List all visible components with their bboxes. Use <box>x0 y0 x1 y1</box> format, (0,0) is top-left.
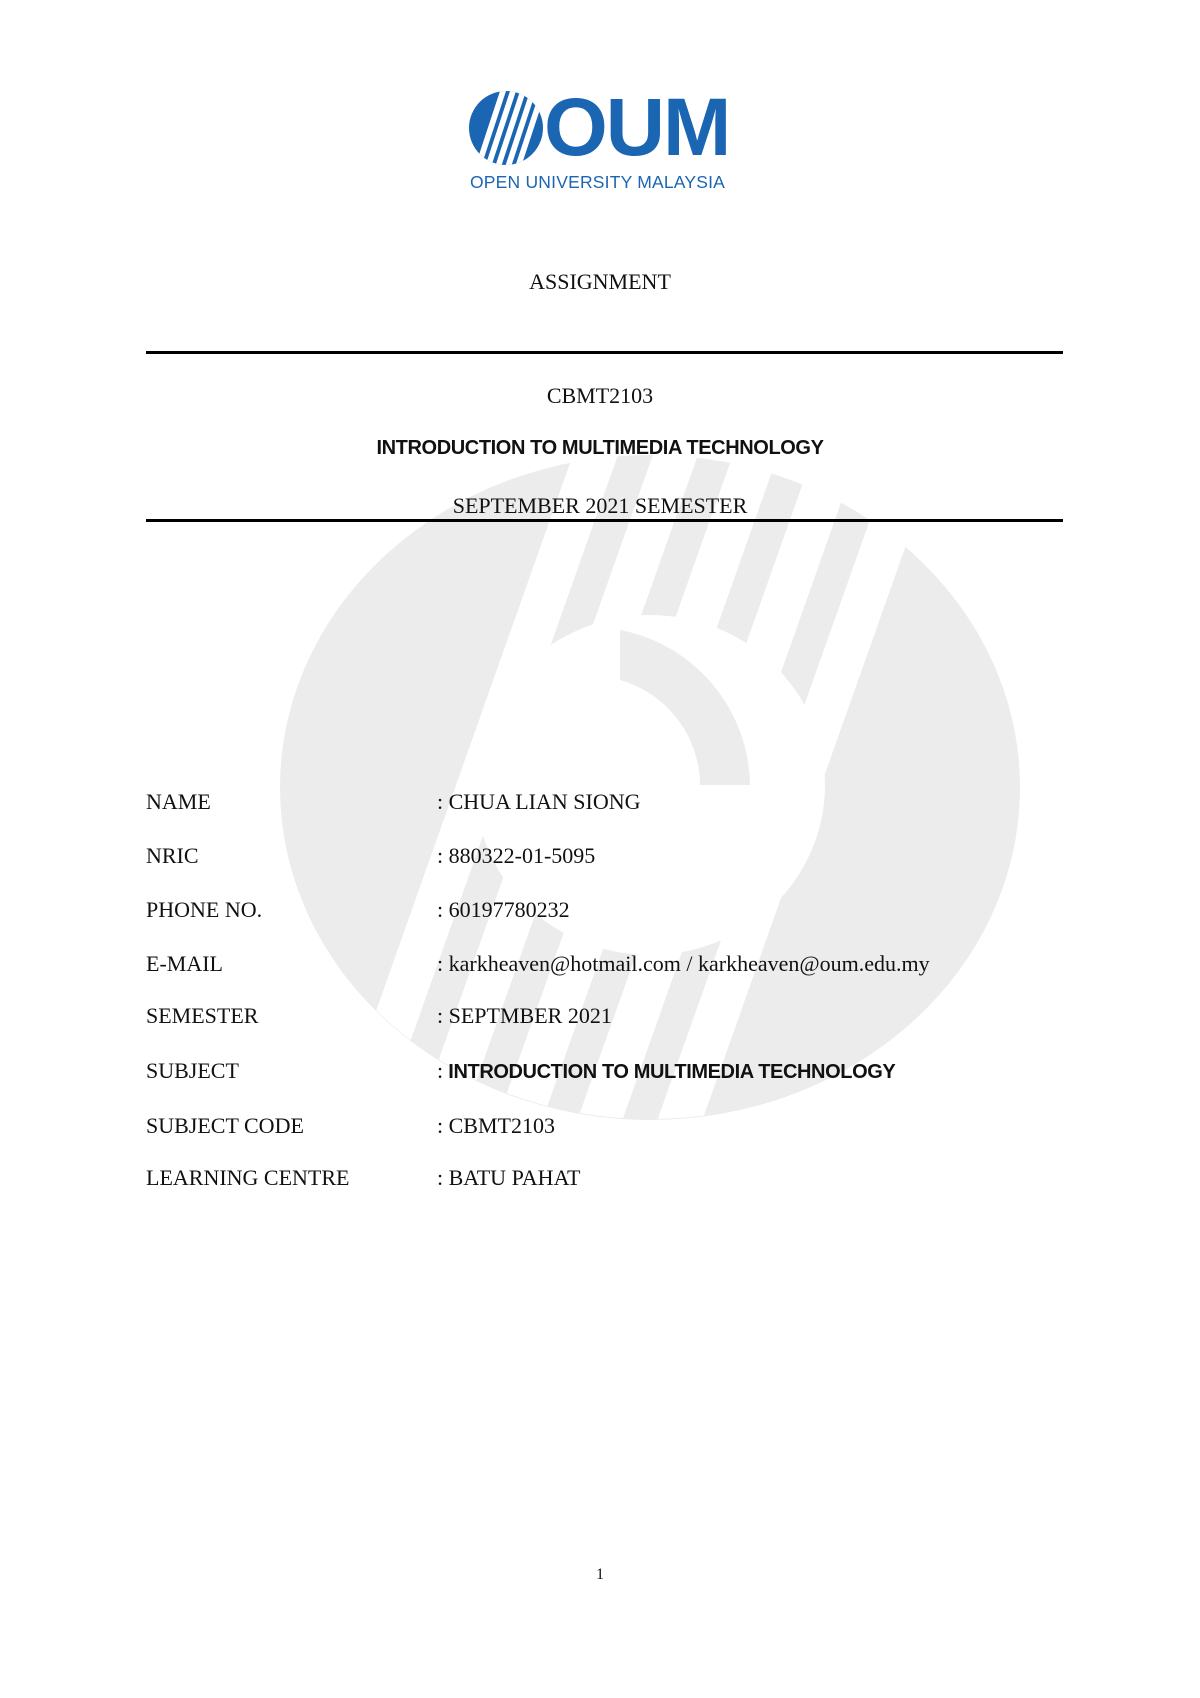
detail-value <box>437 1056 895 1087</box>
detail-row-phone <box>146 895 1066 925</box>
detail-value <box>437 895 570 925</box>
course-title: INTRODUCTION TO MULTIMEDIA TECHNOLOGY <box>376 437 824 459</box>
page-number: 1 <box>596 1566 604 1583</box>
detail-label: SUBJECT CODE <box>146 1113 304 1138</box>
detail-label: NRIC <box>146 843 199 868</box>
detail-value <box>437 1111 555 1141</box>
colon: : <box>437 897 444 922</box>
detail-value <box>437 949 930 979</box>
colon: : <box>437 1003 444 1028</box>
detail-label: SEMESTER <box>146 1003 259 1028</box>
detail-row-subject <box>146 1056 1066 1086</box>
logo-subtitle: OPEN UNIVERSITY MALAYSIA <box>470 172 726 192</box>
document-type-title: ASSIGNMENT <box>529 269 671 294</box>
colon: : <box>437 951 444 976</box>
detail-value-text: CHUA LIAN SIONG <box>448 789 641 814</box>
course-code: CBMT2103 <box>546 383 654 408</box>
colon: : <box>437 843 444 868</box>
bottom-divider <box>146 519 1063 522</box>
detail-label: SUBJECT <box>146 1058 239 1083</box>
detail-label: PHONE NO. <box>146 897 263 922</box>
oum-logo <box>468 82 740 198</box>
detail-row-email <box>146 949 1066 979</box>
detail-value-text: SEPTMBER 2021 <box>448 1003 612 1028</box>
detail-row-nric <box>146 841 1066 871</box>
detail-value-text: CBMT2103 <box>448 1113 555 1138</box>
course-semester: SEPTEMBER 2021 SEMESTER <box>452 493 748 518</box>
detail-value <box>437 1163 580 1193</box>
detail-value-text: 880322-01-5095 <box>448 843 596 868</box>
detail-value <box>437 1001 612 1031</box>
colon: : <box>437 1058 444 1083</box>
detail-row-semester <box>146 1001 1066 1031</box>
detail-value-text: 60197780232 <box>448 897 570 922</box>
detail-value-text: BATU PAHAT <box>448 1165 581 1190</box>
detail-value-text: INTRODUCTION TO MULTIMEDIA TECHNOLOGY <box>448 1061 896 1083</box>
detail-label: E-MAIL <box>146 951 223 976</box>
colon: : <box>437 1165 444 1190</box>
detail-label: LEARNING CENTRE <box>146 1165 350 1190</box>
detail-value-text: karkheaven@hotmail.com / karkheaven@oum.edu.my <box>448 951 930 976</box>
colon: : <box>437 1113 444 1138</box>
oum-globe-icon <box>468 90 544 166</box>
colon: : <box>437 789 444 814</box>
detail-value <box>437 841 595 871</box>
detail-row-name <box>146 787 1066 817</box>
top-divider <box>146 351 1063 354</box>
detail-row-subject-code <box>146 1111 1066 1141</box>
detail-row-learning-centre <box>146 1163 1066 1193</box>
logo-wordmark: OUM <box>544 82 730 173</box>
detail-value <box>437 787 641 817</box>
detail-label: NAME <box>146 789 211 814</box>
